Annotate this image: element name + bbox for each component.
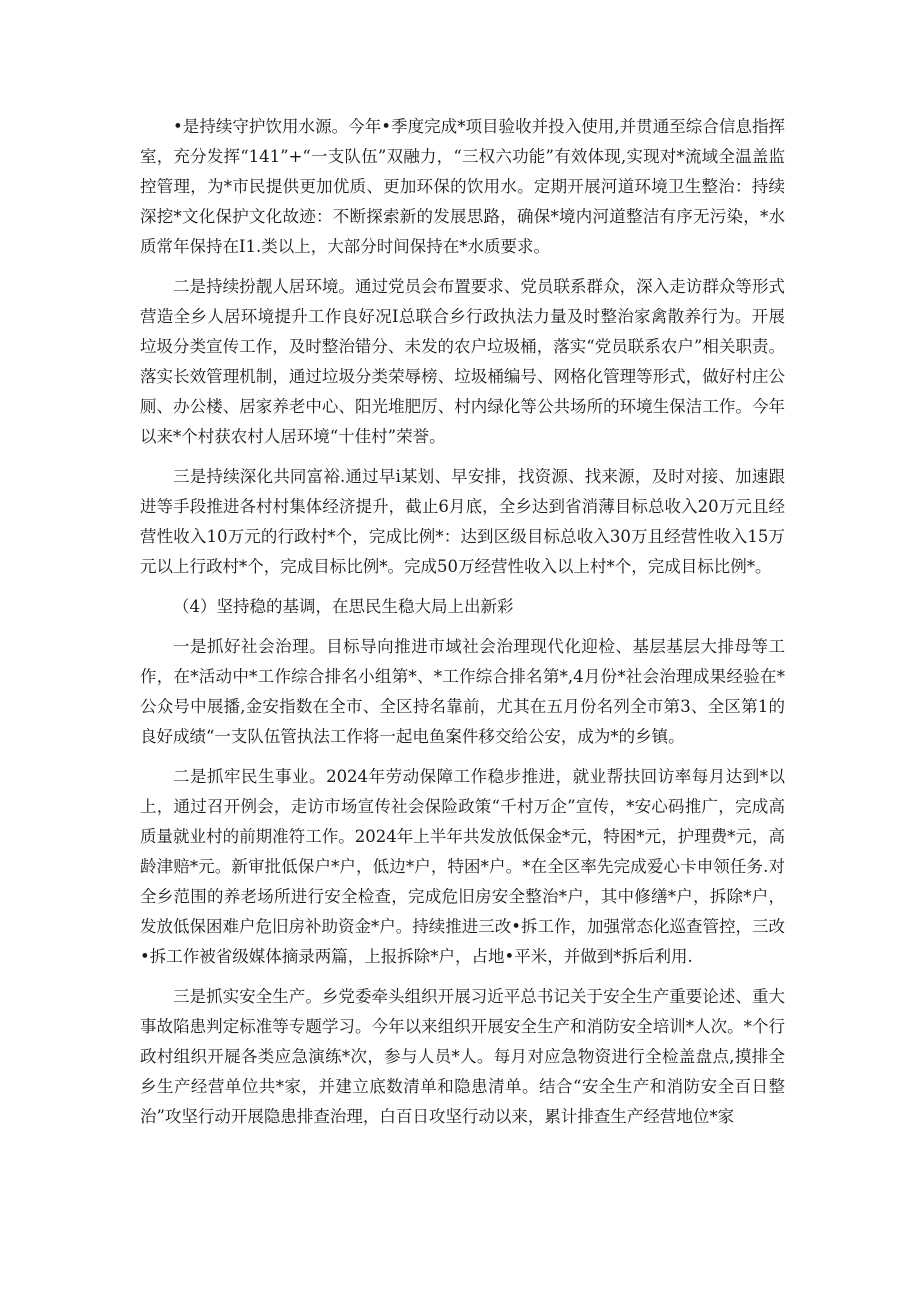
paragraph-safety-production: 三是抓实安全生产。乡党委牵头组织开展习近平总书记关于安全生产重要论述、重大事故陷患判定标准等专题学习。今年以来组织开展安全生产和消防安全培训*人次。*个行政村组织开屣各类应急演练*次，参与人员*人。每月对应急物资进行全检盖盘点,摸排全乡生产经营单位共*家，并建立底数清单和隐患清单。结合“安全生产和消防安全百日整治”攻坚行动开展隐患排查治理，白百日攻坚行动以来，累计排查生产经营地位*家 xyxy=(140,987,785,1126)
document-body xyxy=(140,112,785,1142)
paragraph-water-source: •是持续守护饮用水源。今年•季度完成*项目验收并投入使用,并贯通至综合信息指挥室，充分发挥“141”+“一支队伍”双融力，“三权六功能”有效体现,实现对*流域全温盖监控管理，为*市民提供更加优质、更加环保的饮用水。定期开展河道环境卫生整治：持续深挖*文化保护文化故迹：不断探索新的发展思路，确保*境内河道整洁有序无污染，*水质常年保持在I1.类以上，大部分时间保持在*水质要求。 xyxy=(140,117,785,256)
paragraph-livelihood: 二是抓牢民生事业。2024年劳动保障工作稳步推进，就业帮扶回访率每月达到*以上，通过召开例会，走访市场宣传社会保险政策“千村万企”宣传，*安心码推广，完成高质量就业村的前期准符工作。2024年上半年共发放低保金*元，特困*元，护理费*元，高龄津赔*元。新审批低保户*户，低边*户，特困*户。*在全区率先完成爱心卡申领任务.对全乡范围的养老场所进行安全检查，完成危旧房安全整治*户，其中修缮*户，拆除*户，发放低保困难户危旧房补助资金*户。持续推进三改•拆工作，加强常态化巡查管控，三改•拆工作被省级媒体摘录两篇，上报拆除*户，占地•平米，并做到*拆后利用. xyxy=(140,767,785,966)
paragraph-common-prosperity: 三是持续深化共同富裕.通过早i某划、早安排，找资源、找来源，及时对接、加速跟进等手段推进各村村集体经济提升，截止6月底，全乡达到省消薄目标总收入20万元且经营性收入10万元的行政村*个，完成比例*：达到区级目标总收入30万且经营性收入15万元以上行政村*个，完成目标比例*。完成50万经营性收入以上村*个，完成目标比例*。 xyxy=(140,467,785,576)
paragraph-living-environment: 二是持续扮靓人居环境。通过党员会布置要求、党员联系群众，深入走访群众等形式营造全乡人居环境提升工作良好况I总联合乡行政执法力量及时整治家禽散养行为。开展垃圾分类宣传工作，及时整治错分、未发的农户垃圾桶，落实“党员联系农户”相关职责。落实长效管理机制，通过垃圾分类荣辱榜、垃圾桶编号、网格化管理等形式，做好村庄公厕、办公楼、居家养老中心、阳光堆肥厉、村内绿化等公共场所的环境生保洁工作。今年以来*个村获农村人居环境“十佳村”荣誉。 xyxy=(140,277,785,446)
section-heading: （4）坚持稳的基调，在思民生稳大局上出新彩 xyxy=(173,597,514,616)
paragraph-social-governance: 一是抓好社会治理。目标导向推进市域社会治理现代化迎检、基层基层大排母等工作，在*活动中*工作综合排名小组第*、*工作综合排名第*,4月份*社会治理成果经验在*公众号中展播,金安指数在全市、全区持名靠前，尤其在五月份名列全市第3、全区第1的良好成绩“一支队伍管执法工作将一起电鱼案件移交给公安，成为*的乡镇。 xyxy=(140,637,785,746)
